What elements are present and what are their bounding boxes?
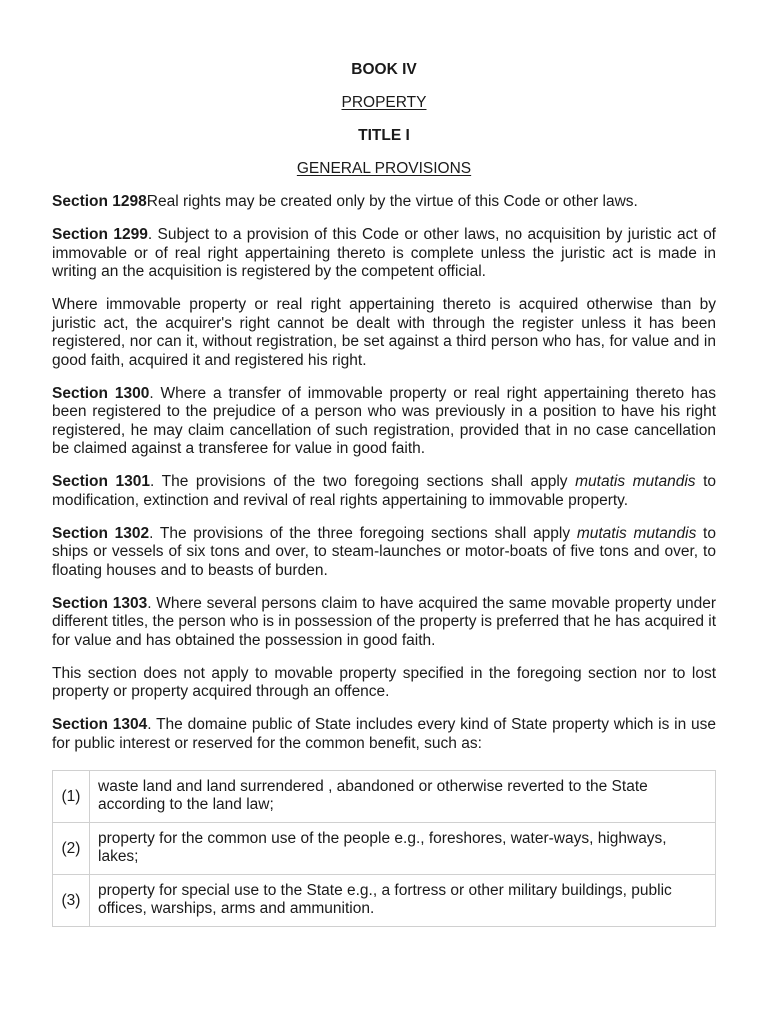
table-row xyxy=(53,823,716,875)
book-title: PROPERTY xyxy=(341,94,427,111)
section-text: may be created only by the virtue of this Code or other laws. xyxy=(220,193,638,210)
section-1299 xyxy=(52,226,716,282)
section-text: . The provisions of the three foregoing sections shall apply xyxy=(149,524,577,542)
latin-phrase: mutatis mutandis xyxy=(576,524,697,542)
section-text: . Where a transfer of immovable property or real right appertaining thereto has been registered to the prejudice of a person who was previously in a position to have his right registered, he may claim cancellation of such registration, provided that in no case cancellation be claimed against a transferee for value in good faith. xyxy=(52,384,716,457)
latin-phrase: mutatis mutandis xyxy=(575,473,696,490)
section-text: to ships or vessels of six tons and over, to steam-launches or motor-boats of five tons and over, to floating houses and to beasts of burden. xyxy=(52,524,716,579)
section-1303-paragraph-2: This section does not apply to movable property specified in the foregoing section nor to lost property or property acquired through an offence. xyxy=(52,664,716,700)
section-1301 xyxy=(52,473,716,510)
item-text: property for special use to the State e.g., a fortress or other military buildings, public offices, warships, arms and ammunition. xyxy=(90,875,716,927)
book-heading: BOOK IV xyxy=(351,61,417,78)
section-1300 xyxy=(52,385,716,459)
item-number: (2) xyxy=(53,823,90,875)
section-label: Section 1302 xyxy=(52,524,150,542)
section-text: . Subject to a provision of this Code or other laws, no acquisition by juristic act of immovable or of real right appertaining thereto is complete unless the juristic act is made in writing an the acquisition is registered by the competent official. xyxy=(52,226,716,280)
state-property-list xyxy=(52,770,716,927)
section-label: Section 1299 xyxy=(52,226,148,243)
item-number: (3) xyxy=(53,875,90,927)
section-label: Section 1298 xyxy=(52,193,147,210)
section-text: to modification, extinction and revival of real rights appertaining to immovable property. xyxy=(52,473,716,509)
section-1304 xyxy=(52,716,716,753)
section-label: Section 1301 xyxy=(52,473,151,490)
section-label: Section 1300 xyxy=(52,384,150,402)
table-row xyxy=(53,771,716,823)
section-text: . Where several persons claim to have acquired the same movable property under different titles, the person who is in possession of the property is preferred that he has acquired it for value and has obtained the possession in good faith. xyxy=(52,594,717,649)
title-heading: TITLE I xyxy=(358,127,410,144)
section-lead: Real rights xyxy=(146,193,221,210)
section-1302 xyxy=(52,525,716,581)
section-label: Section 1303 xyxy=(52,594,148,612)
section-label: Section 1304 xyxy=(52,716,148,733)
section-1303 xyxy=(52,595,716,651)
section-1298 xyxy=(52,193,716,212)
section-text: . The domaine public of State includes every kind of State property which is in use for public interest or reserved for the common benefit, such as: xyxy=(52,716,716,752)
item-text: waste land and land surrendered , abandoned or otherwise reverted to the State according to the land law; xyxy=(90,771,716,823)
table-row xyxy=(53,875,716,927)
item-text: property for the common use of the people e.g., foreshores, water-ways, highways, lakes; xyxy=(90,823,716,875)
title-name: GENERAL PROVISIONS xyxy=(296,160,472,177)
item-number: (1) xyxy=(53,771,90,823)
section-1299-paragraph-2: Where immovable property or real right appertaining thereto is acquired otherwise than by juristic act, the acquirer's right cannot be dealt with through the register unless it has been registered, nor can it, without registration, be set against a third person who has, for value and in good faith, acquired it and registered his right. xyxy=(52,296,716,369)
section-text: . The provisions of the two foregoing sections shall apply xyxy=(150,473,576,490)
